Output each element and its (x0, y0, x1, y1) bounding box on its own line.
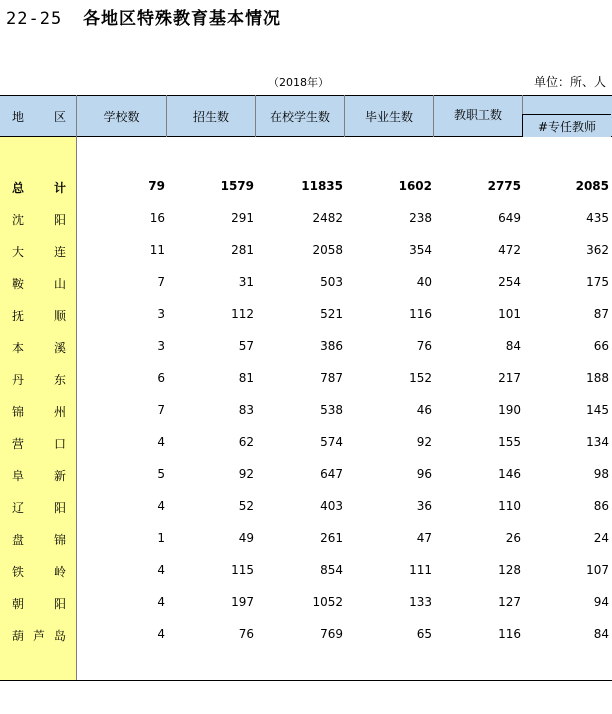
region-name (12, 403, 66, 420)
teachers-cell: 188 (586, 371, 609, 385)
staff-cell: 101 (498, 307, 521, 321)
region-char: 辽 (12, 501, 25, 515)
students-cell: 2482 (312, 211, 343, 225)
header-students: 在校学生数 (269, 109, 330, 124)
region-name (12, 435, 66, 452)
students-cell: 538 (320, 403, 343, 417)
graduates-cell: 238 (409, 211, 432, 225)
region-char: 顺 (53, 309, 66, 323)
staff-cell: 110 (498, 499, 521, 513)
teachers-cell: 66 (593, 339, 609, 353)
teachers-cell: 24 (593, 531, 609, 545)
region-char: 岭 (53, 565, 66, 579)
region-char: 丹 (12, 373, 25, 387)
region-char: 连 (53, 245, 66, 259)
region-char: 东 (53, 373, 66, 387)
region-char: 鞍 (12, 277, 25, 291)
teachers-cell: 87 (593, 307, 609, 321)
staff-cell: 217 (498, 371, 521, 385)
header-region-char: 地 (12, 109, 25, 124)
header-staff: 教职工数 (453, 107, 502, 122)
students-cell: 2058 (312, 243, 343, 257)
schools-cell: 4 (157, 435, 165, 449)
teachers-cell: 107 (586, 563, 609, 577)
region-char: 营 (12, 437, 25, 451)
students-cell: 769 (320, 627, 343, 641)
table-row (0, 371, 612, 391)
header-graduates: 毕业生数 (364, 109, 413, 124)
graduates-cell: 96 (416, 467, 432, 481)
table-number: 22-25 (6, 9, 63, 29)
region-name (12, 211, 66, 228)
region-name (12, 243, 66, 260)
teachers-cell: 435 (586, 211, 609, 225)
staff-cell: 649 (498, 211, 521, 225)
teachers-cell: 98 (593, 467, 609, 481)
schools-cell: 4 (157, 595, 165, 609)
region-name (12, 307, 66, 324)
enrollment-cell: 62 (238, 435, 254, 449)
students-cell: 261 (320, 531, 343, 545)
region-char: 本 (12, 341, 25, 355)
table-row (0, 243, 612, 263)
enrollment-cell: 291 (231, 211, 254, 225)
region-char: 朝 (12, 597, 25, 611)
students-cell: 1052 (312, 595, 343, 609)
students-cell: 403 (320, 499, 343, 513)
graduates-cell: 152 (409, 371, 432, 385)
schools-cell: 16 (149, 211, 165, 225)
region-name (12, 467, 66, 484)
staff-cell: 190 (498, 403, 521, 417)
region-char: 沈 (12, 213, 25, 227)
table-row (0, 499, 612, 519)
region-char: 盘 (12, 533, 25, 547)
staff-cell: 254 (498, 275, 521, 289)
teachers-cell: 84 (593, 627, 609, 641)
enrollment-cell: 1579 (220, 179, 254, 193)
region-char: 州 (53, 405, 66, 419)
region-name (12, 499, 66, 516)
header-enrollment: 招生数 (192, 109, 229, 124)
graduates-cell: 47 (416, 531, 432, 545)
staff-cell: 116 (498, 627, 521, 641)
region-char: 新 (53, 469, 66, 483)
staff-cell: 128 (498, 563, 521, 577)
schools-cell: 6 (157, 371, 165, 385)
students-cell: 574 (320, 435, 343, 449)
region-name (12, 371, 66, 388)
schools-cell: 4 (157, 499, 165, 513)
year-note: （2018年） (268, 76, 329, 89)
region-char: 抚 (12, 309, 25, 323)
region-char: 大 (12, 245, 25, 259)
graduates-cell: 92 (416, 435, 432, 449)
schools-cell: 11 (149, 243, 165, 257)
teachers-cell: 134 (586, 435, 609, 449)
region-char: 阳 (53, 213, 66, 227)
schools-cell: 3 (157, 339, 165, 353)
teachers-cell: 175 (586, 275, 609, 289)
region-char: 芦 (32, 629, 45, 643)
graduates-cell: 1602 (398, 179, 432, 193)
region-char: 葫 (12, 629, 25, 643)
region-char: 岛 (53, 629, 66, 643)
graduates-cell: 40 (416, 275, 432, 289)
schools-cell: 79 (148, 179, 165, 193)
region-char: 总 (12, 181, 25, 195)
students-cell: 11835 (301, 179, 343, 193)
enrollment-cell: 81 (238, 371, 254, 385)
students-cell: 854 (320, 563, 343, 577)
region-char: 锦 (53, 533, 66, 547)
teachers-cell: 86 (593, 499, 609, 513)
graduates-cell: 36 (416, 499, 432, 513)
schools-cell: 1 (157, 531, 165, 545)
table-row (0, 211, 612, 231)
region-char: 锦 (12, 405, 25, 419)
graduates-cell: 76 (416, 339, 432, 353)
region-char: 阜 (12, 469, 25, 483)
region-char: 阳 (53, 597, 66, 611)
students-cell: 647 (320, 467, 343, 481)
region-char: 计 (53, 181, 66, 195)
table-title: 各地区特殊教育基本情况 (82, 9, 281, 29)
region-char: 口 (53, 437, 66, 451)
region-char: 山 (53, 277, 66, 291)
header-region-char: 区 (53, 109, 66, 124)
enrollment-cell: 92 (238, 467, 254, 481)
table-row (0, 275, 612, 295)
graduates-cell: 111 (409, 563, 432, 577)
schools-cell: 3 (157, 307, 165, 321)
region-name (12, 627, 66, 644)
page-title (6, 4, 281, 29)
graduates-cell: 65 (416, 627, 432, 641)
table-row (0, 467, 612, 487)
enrollment-cell: 57 (238, 339, 254, 353)
staff-cell: 155 (498, 435, 521, 449)
enrollment-cell: 281 (231, 243, 254, 257)
table-row (0, 563, 612, 583)
header-region (0, 95, 76, 137)
teachers-cell: 94 (593, 595, 609, 609)
schools-cell: 7 (157, 403, 165, 417)
table-row-total (0, 179, 612, 199)
teachers-cell: 362 (586, 243, 609, 257)
schools-cell: 5 (157, 467, 165, 481)
graduates-cell: 116 (409, 307, 432, 321)
enrollment-cell: 83 (238, 403, 254, 417)
students-cell: 386 (320, 339, 343, 353)
region-char: 溪 (53, 341, 66, 355)
region-name (12, 595, 66, 612)
enrollment-cell: 49 (238, 531, 254, 545)
statistics-table (0, 95, 612, 683)
staff-cell: 26 (505, 531, 521, 545)
header-schools: 学校数 (103, 109, 140, 124)
region-name (12, 563, 66, 580)
staff-cell: 472 (498, 243, 521, 257)
enrollment-cell: 76 (238, 627, 254, 641)
enrollment-cell: 112 (231, 307, 254, 321)
schools-cell: 4 (157, 563, 165, 577)
staff-cell: 84 (505, 339, 521, 353)
enrollment-cell: 115 (231, 563, 254, 577)
staff-cell: 2775 (487, 179, 521, 193)
students-cell: 503 (320, 275, 343, 289)
students-cell: 787 (320, 371, 343, 385)
region-char: 铁 (12, 565, 25, 579)
staff-cell: 146 (498, 467, 521, 481)
header-full-time-teachers: #专任教师 (522, 114, 611, 137)
table-row (0, 339, 612, 359)
table-row (0, 307, 612, 327)
staff-cell: 127 (498, 595, 521, 609)
graduates-cell: 133 (409, 595, 432, 609)
table-bottom-border (0, 680, 612, 681)
region-name (12, 179, 66, 196)
table-row (0, 595, 612, 615)
region-name (12, 275, 66, 292)
enrollment-cell: 197 (231, 595, 254, 609)
region-char: 阳 (53, 501, 66, 515)
table-row (0, 531, 612, 551)
teachers-cell: 145 (586, 403, 609, 417)
table-row (0, 435, 612, 455)
unit-note: 单位：所、人 (533, 75, 606, 89)
enrollment-cell: 52 (238, 499, 254, 513)
teachers-cell: 2085 (575, 179, 609, 193)
region-name (12, 339, 66, 356)
schools-cell: 7 (157, 275, 165, 289)
enrollment-cell: 31 (238, 275, 254, 289)
table-row (0, 627, 612, 647)
graduates-cell: 46 (416, 403, 432, 417)
students-cell: 521 (320, 307, 343, 321)
schools-cell: 4 (157, 627, 165, 641)
region-name (12, 531, 66, 548)
graduates-cell: 354 (409, 243, 432, 257)
table-row (0, 403, 612, 423)
